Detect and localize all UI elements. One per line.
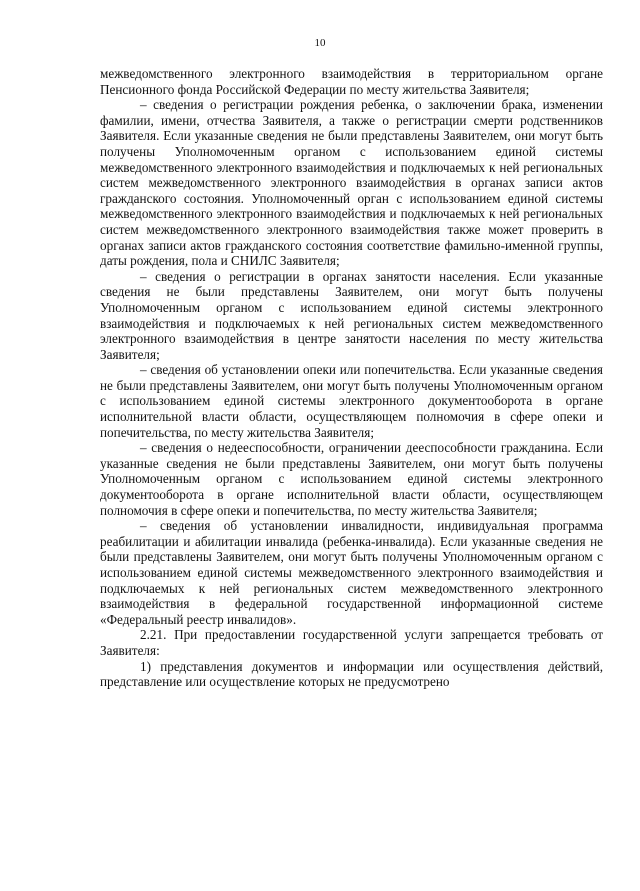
document-body (100, 66, 603, 690)
paragraph-incapacity: – сведения о недееспособности, ограничении дееспособности гражданина. Если указанные сведения не были представлены Заявителем, они могут быть получены Уполномоченным органом с использованием единой системы электронного документооборота в органе исполнительной власти области, осуществляющем полномочия в сфере опеки и попечительства, по месту жительства Заявителя; (100, 440, 603, 518)
page-number: 10 (314, 37, 326, 49)
paragraph-item-1: 1) представления документов и информации или осуществления действий, представление или осуществление которых не предусмотрено (100, 658, 603, 690)
paragraph-disability: – сведения об установлении инвалидности, индивидуальная программа реабилитации и абилитации инвалида (ребенка-инвалида). Если указанные сведения не были представлены Заявителем, они могут быть получены Уполномоченным органом с использованием единой системы межведомственного электронного взаимодействия и подключаемых к ней региональных систем межведомственного электронного взаимодействия в федеральной государственной информационной системе «Федеральный реестр инвалидов». (100, 518, 603, 627)
paragraph-section-2-21: 2.21. При предоставлении государственной услуги запрещается требовать от Заявителя: (100, 627, 603, 658)
paragraph-civil-registry: – сведения о регистрации рождения ребенка, о заключении брака, изменении фамилии, имени, отчества Заявителя, а также о регистрации смерти родственников Заявителя. Если указанные сведения не были представлены Заявителем, они могут быть получены Уполномоченным органом с использованием единой системы межведомственного электронного взаимодействия и подключаемых к ней региональных систем межведомственного электронного взаимодействия в органах записи актов гражданского состояния. Уполномоченный орган с использованием единой системы межведомственного электронного взаимодействия и подключаемых к ней региональных систем межведомственного электронного взаимодействия также может проверить в органах записи актов гражданского состояния соответствие фамильно-именной группы, даты рождения, пола и СНИЛС Заявителя; (100, 97, 603, 269)
paragraph-pension-fund-continuation: межведомственного электронного взаимодействия в территориальном органе Пенсионного фонда Российской Федерации по месту жительства Заявителя; (100, 66, 603, 97)
paragraph-guardianship: – сведения об установлении опеки или попечительства. Если указанные сведения не были представлены Заявителем, они могут быть получены Уполномоченным органом с использованием единой системы электронного документооборота в органе исполнительной власти области, осуществляющем полномочия в сфере опеки и попечительства, по месту жительства Заявителя; (100, 362, 603, 440)
paragraph-employment-registration: – сведения о регистрации в органах занятости населения. Если указанные сведения не были представлены Заявителем, они могут быть получены Уполномоченным органом с использованием единой системы электронного взаимодействия и подключаемых к ней региональных систем межведомственного электронного взаимодействия в центре занятости населения по месту жительства Заявителя; (100, 268, 603, 362)
